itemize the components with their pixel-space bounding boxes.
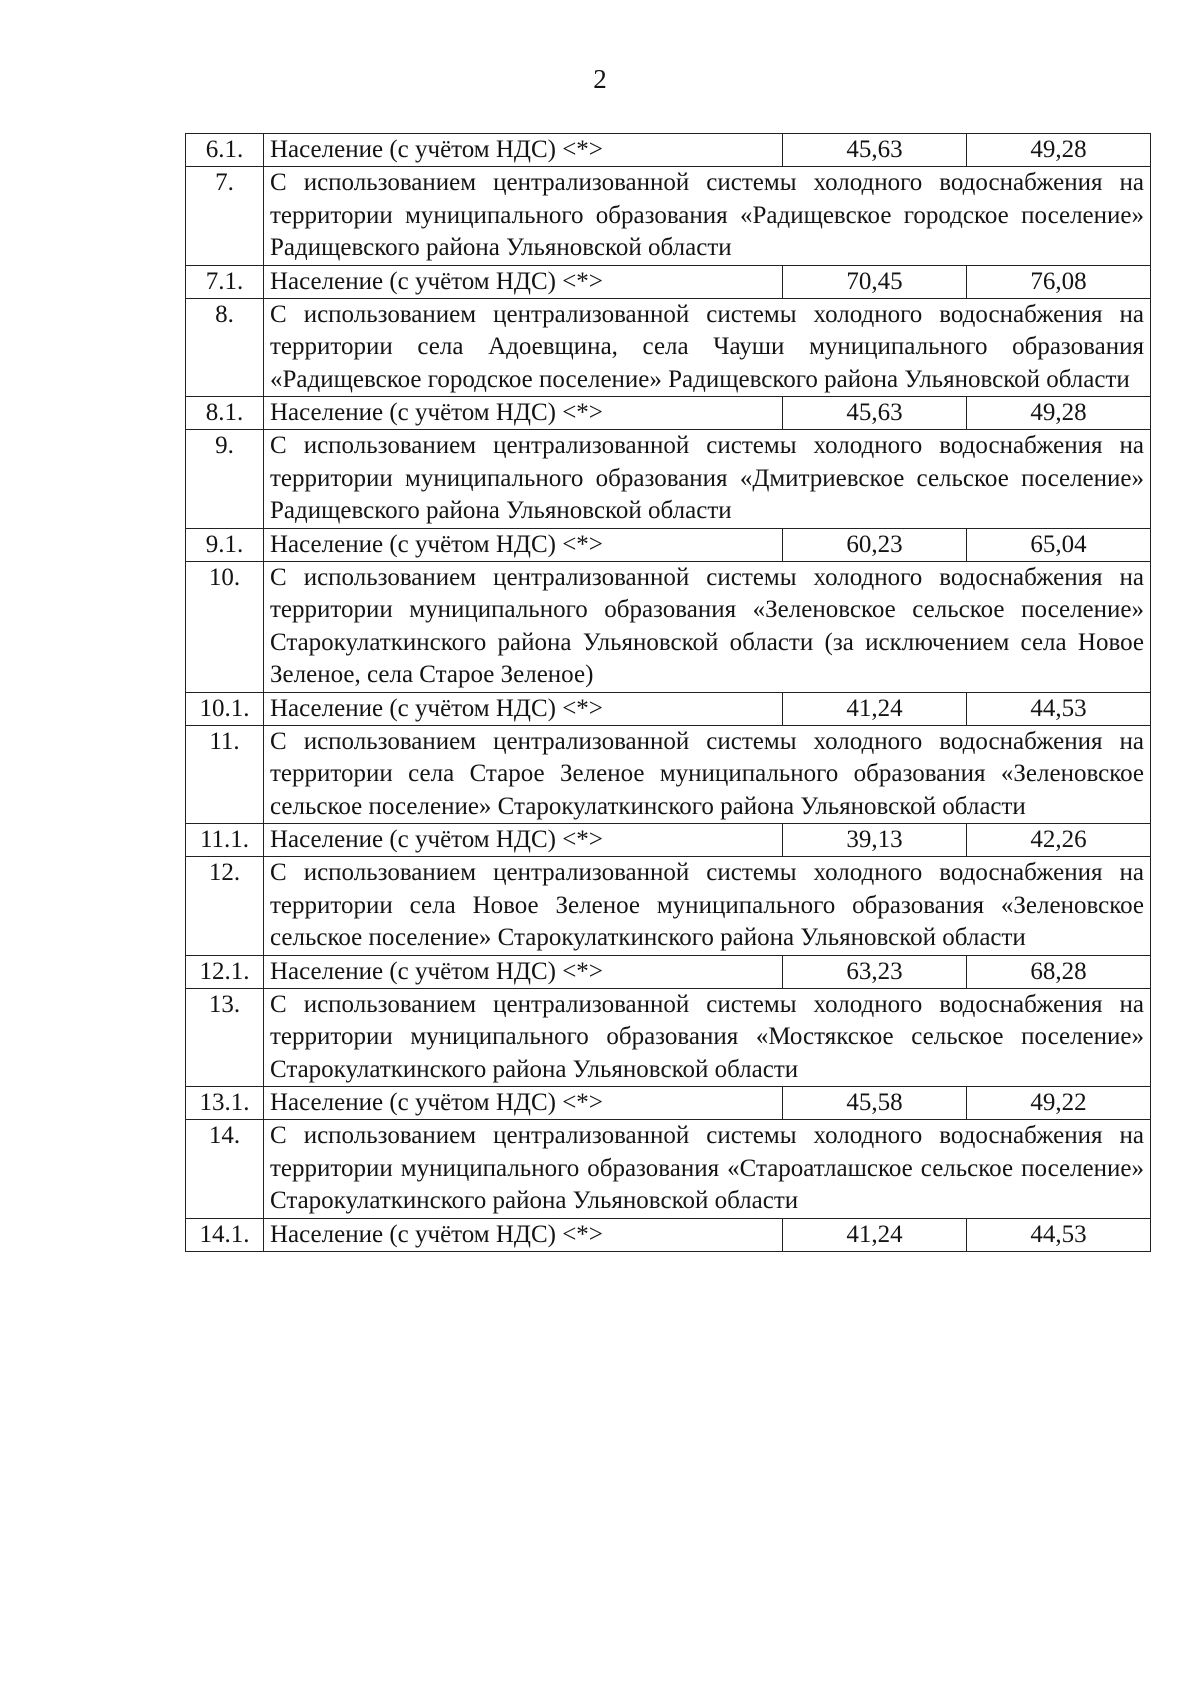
- tariff-value-second-period: 44,53: [967, 1218, 1151, 1251]
- tariff-value-first-period: 39,13: [783, 824, 967, 857]
- consumer-category: Население (с учётом НДС) <*>: [264, 528, 783, 561]
- row-number: 9.: [186, 430, 264, 529]
- table-row-section: [186, 1120, 1151, 1219]
- row-number: 8.: [186, 298, 264, 397]
- tariff-value-first-period: 63,23: [783, 955, 967, 988]
- table-row-tariff: [186, 955, 1151, 988]
- section-description: С использованием централизованной системы холодного водоснабжения на территории села Старое Зеленое муниципального образования «Зеленовское сельское поселение» Старокулаткинского района Ульяновской области: [264, 725, 1151, 824]
- row-number: 9.1.: [186, 528, 264, 561]
- tariff-value-first-period: 45,63: [783, 134, 967, 167]
- row-number: 12.: [186, 857, 264, 956]
- page-number: 2: [593, 64, 607, 94]
- consumer-category: Население (с учётом НДС) <*>: [264, 265, 783, 298]
- row-number: 13.1.: [186, 1087, 264, 1120]
- tariff-value-second-period: 44,53: [967, 692, 1151, 725]
- section-description: С использованием централизованной системы холодного водоснабжения на территории муниципального образования «Мостякское сельское поселение» Старокулаткинского района Ульяновской области: [264, 988, 1151, 1087]
- tariff-value-first-period: 70,45: [783, 265, 967, 298]
- tariff-value-second-period: 49,28: [967, 134, 1151, 167]
- tariff-table-body: [186, 134, 1151, 1252]
- table-row-tariff: [186, 1087, 1151, 1120]
- tariff-value-second-period: 49,28: [967, 397, 1151, 430]
- row-number: 8.1.: [186, 397, 264, 430]
- section-description: С использованием централизованной системы холодного водоснабжения на территории муниципального образования «Староатлашское сельское поселение» Старокулаткинского района Ульяновской области: [264, 1120, 1151, 1219]
- table-row-section: [186, 988, 1151, 1087]
- tariff-value-second-period: 65,04: [967, 528, 1151, 561]
- row-number: 14.1.: [186, 1218, 264, 1251]
- table-row-section: [186, 561, 1151, 692]
- tariff-value-first-period: 41,24: [783, 1218, 967, 1251]
- row-number: 14.: [186, 1120, 264, 1219]
- consumer-category: Население (с учётом НДС) <*>: [264, 397, 783, 430]
- tariff-value-first-period: 60,23: [783, 528, 967, 561]
- section-description: С использованием централизованной системы холодного водоснабжения на территории муниципального образования «Зеленовское сельское поселение» Старокулаткинского района Ульяновской области (за исключением села Новое Зеленое, села Старое Зеленое): [264, 561, 1151, 692]
- table-row-tariff: [186, 397, 1151, 430]
- tariff-value-first-period: 41,24: [783, 692, 967, 725]
- table-row-section: [186, 298, 1151, 397]
- consumer-category: Население (с учётом НДС) <*>: [264, 955, 783, 988]
- row-number: 7.1.: [186, 265, 264, 298]
- row-number: 6.1.: [186, 134, 264, 167]
- consumer-category: Население (с учётом НДС) <*>: [264, 1087, 783, 1120]
- tariff-value-second-period: 49,22: [967, 1087, 1151, 1120]
- row-number: 7.: [186, 167, 264, 266]
- table-row-tariff: [186, 134, 1151, 167]
- table-row-tariff: [186, 528, 1151, 561]
- tariff-value-second-period: 42,26: [967, 824, 1151, 857]
- consumer-category: Население (с учётом НДС) <*>: [264, 692, 783, 725]
- section-description: С использованием централизованной системы холодного водоснабжения на территории села Новое Зеленое муниципального образования «Зеленовское сельское поселение» Старокулаткинского района Ульяновской области: [264, 857, 1151, 956]
- tariff-value-first-period: 45,63: [783, 397, 967, 430]
- table-row-tariff: [186, 824, 1151, 857]
- section-description: С использованием централизованной системы холодного водоснабжения на территории села Адоевщина, села Чауши муниципального образования «Радищевское городское поселение» Радищевского района Ульяновской области: [264, 298, 1151, 397]
- consumer-category: Население (с учётом НДС) <*>: [264, 824, 783, 857]
- row-number: 12.1.: [186, 955, 264, 988]
- table-row-tariff: [186, 692, 1151, 725]
- row-number: 11.: [186, 725, 264, 824]
- tariff-value-second-period: 76,08: [967, 265, 1151, 298]
- table-row-section: [186, 857, 1151, 956]
- table-row-tariff: [186, 265, 1151, 298]
- table-row-section: [186, 167, 1151, 266]
- table-row-tariff: [186, 1218, 1151, 1251]
- consumer-category: Население (с учётом НДС) <*>: [264, 134, 783, 167]
- tariff-value-first-period: 45,58: [783, 1087, 967, 1120]
- table-row-section: [186, 725, 1151, 824]
- row-number: 11.1.: [186, 824, 264, 857]
- tariff-table: [185, 133, 1151, 1252]
- tariff-value-second-period: 68,28: [967, 955, 1151, 988]
- row-number: 13.: [186, 988, 264, 1087]
- section-description: С использованием централизованной системы холодного водоснабжения на территории муниципального образования «Радищевское городское поселение» Радищевского района Ульяновской области: [264, 167, 1151, 266]
- table-row-section: [186, 430, 1151, 529]
- section-description: С использованием централизованной системы холодного водоснабжения на территории муниципального образования «Дмитриевское сельское поселение» Радищевского района Ульяновской области: [264, 430, 1151, 529]
- consumer-category: Население (с учётом НДС) <*>: [264, 1218, 783, 1251]
- row-number: 10.: [186, 561, 264, 692]
- row-number: 10.1.: [186, 692, 264, 725]
